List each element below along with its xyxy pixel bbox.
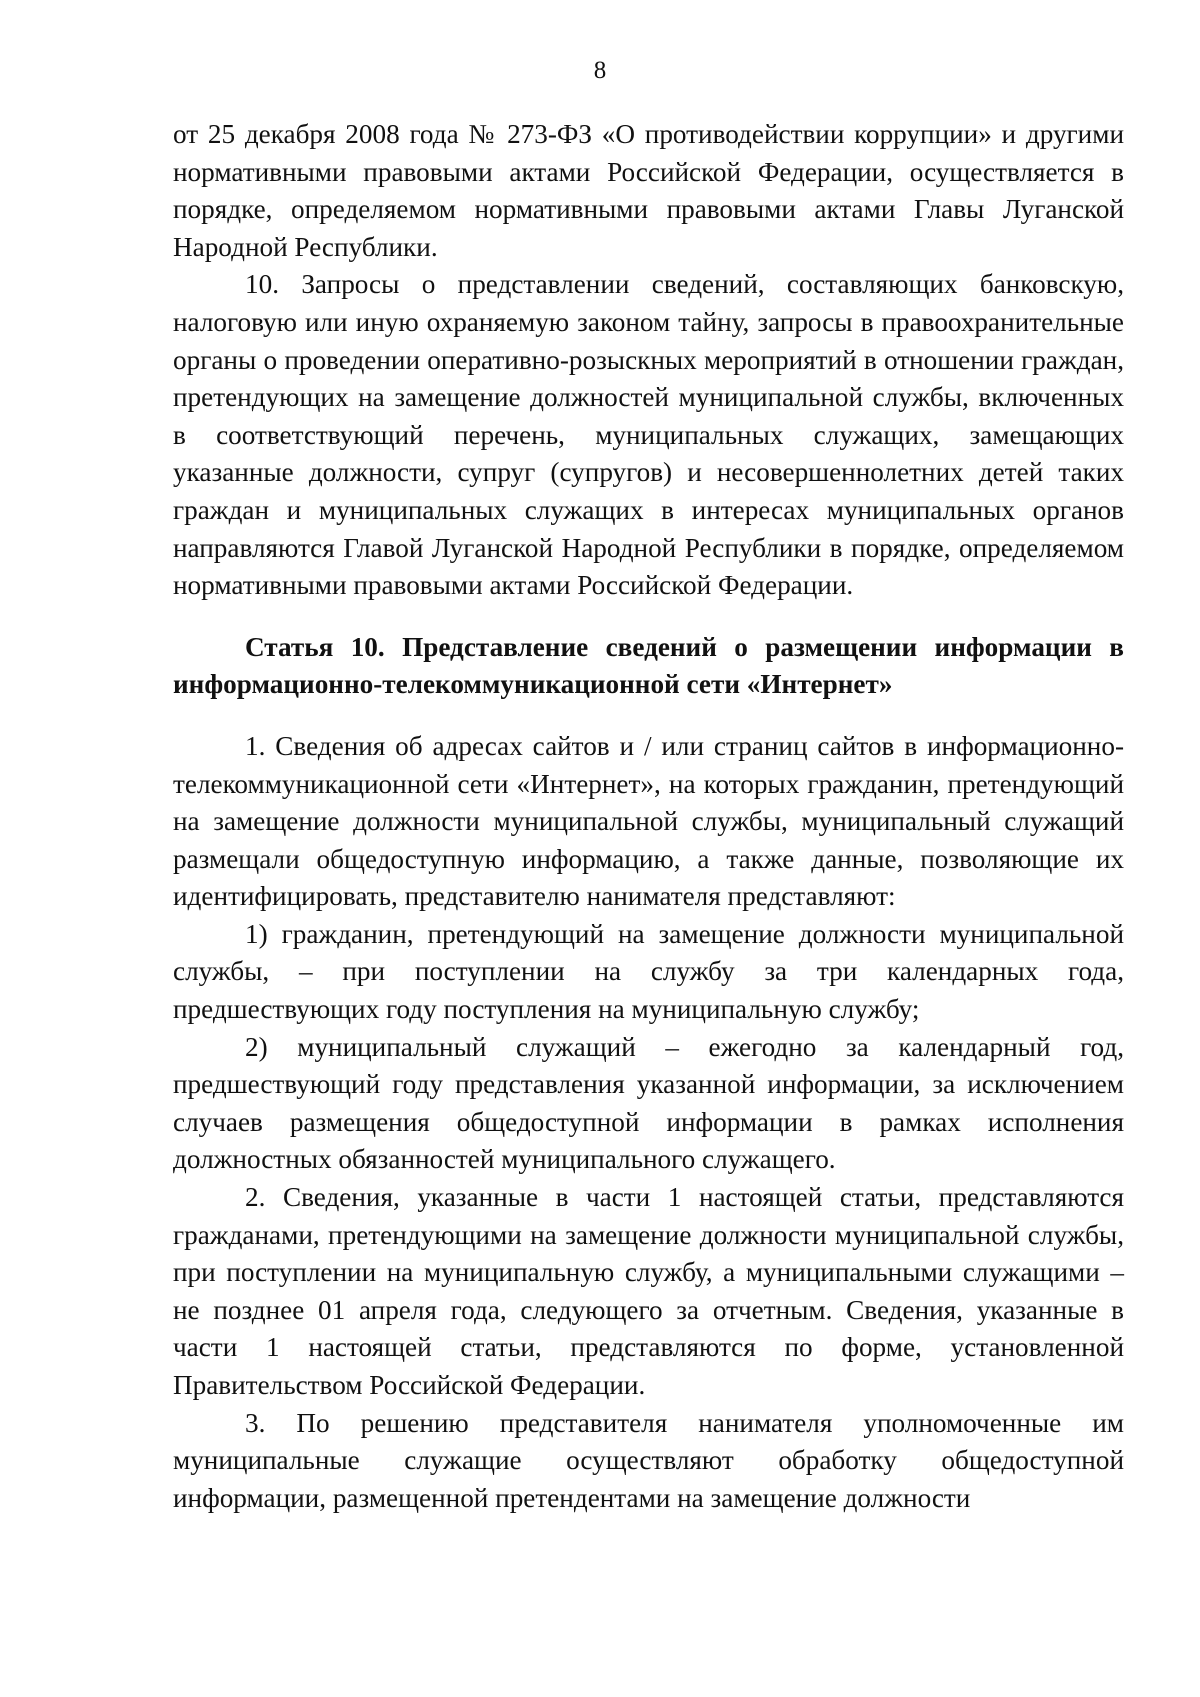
document-body (173, 116, 1124, 1517)
paragraph-item-10: 10. Запросы о представлении сведений, составляющих банковскую, налоговую или иную охраняемую законом тайну, запросы в правоохранительные органы о проведении оперативно-розыскных мероприятий в отношении граждан, претендующих на замещение должностей муниципальной службы, включенных в соответствующий перечень, муниципальных служащих, замещающих указанные должности, супруг (супругов) и несовершеннолетних детей таких граждан и муниципальных служащих в интересах муниципальных органов направляются Главой Луганской Народной Республики в порядке, определяемом нормативными правовыми актами Российской Федерации. (173, 269, 1124, 601)
paragraph-part-3: 3. По решению представителя нанимателя уполномоченные им муниципальные служащие осуществляют обработку общедоступной информации, размещенной претендентами на замещение должности (173, 1407, 1124, 1513)
paragraph-continuation: от 25 декабря 2008 года № 273-ФЗ «О противодействии коррупции» и другими нормативными правовыми актами Российской Федерации, осуществляется в порядке, определяемом нормативными правовыми актами Главы Луганской Народной Республики. (173, 119, 1124, 262)
page-number: 8 (593, 57, 607, 84)
paragraph-part-2: 2. Сведения, указанные в части 1 настоящей статьи, представляются гражданами, претендующими на замещение должности муниципальной службы, при поступлении на муниципальную службу, а муниципальными служащими – не позднее 01 апреля года, следующего за отчетным. Сведения, указанные в части 1 настоящей статьи, представляются по форме, установленной Правительством Российской Федерации. (173, 1182, 1124, 1400)
paragraph-part-1-item-1: 1) гражданин, претендующий на замещение должности муниципальной службы, – при поступлении на службу за три календарных года, предшествующих году поступления на муниципальную службу; (173, 918, 1124, 1025)
article-heading: Статья 10. Представление сведений о размещении информации в информационно-телекоммуникационной сети «Интернет» (173, 631, 1124, 700)
paragraph-part-1-item-2: 2) муниципальный служащий – ежегодно за календарный год, предшествующий году представления указанной информации, за исключением случаев размещения общедоступной информации в рамках исполнения должностных обязанностей муниципального служащего. (173, 1031, 1124, 1175)
paragraph-part-1: 1. Сведения об адресах сайтов и / или страниц сайтов в информационно-телекоммуникационной сети «Интернет», на которых гражданин, претендующий на замещение должности муниципальной службы, муниципальный служащий размещали общедоступную информацию, а также данные, позволяющие их идентифицировать, представителю нанимателя представляют: (173, 730, 1124, 912)
